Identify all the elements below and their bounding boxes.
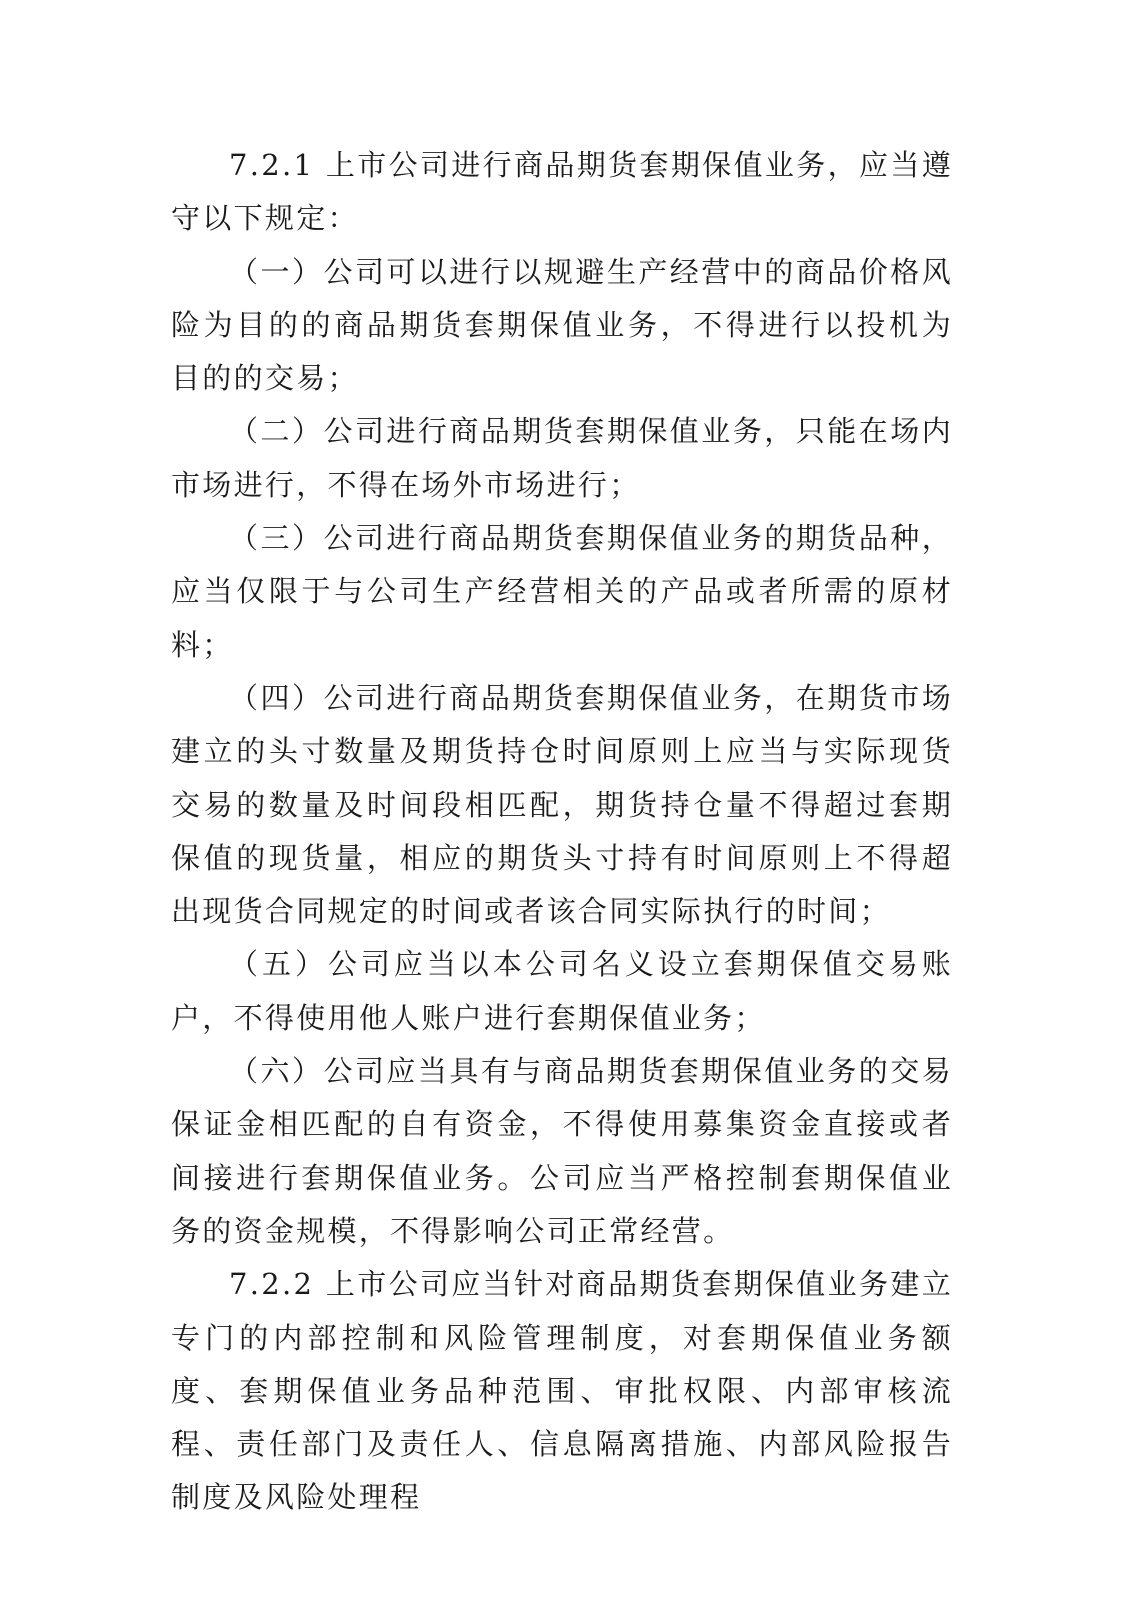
paragraph-7-2-1: 7.2.1 上市公司进行商品期货套期保值业务，应当遵守以下规定： [171,148,953,236]
paragraph-item-3: （三）公司进行商品期货套期保值业务的期货品种，应当仅限于与公司生产经营相关的产品或者所需的原材料； [171,521,953,662]
paragraph-7-2-2: 7.2.2 上市公司应当针对商品期货套期保值业务建立专门的内部控制和风险管理制度，对套期保值业务额度、套期保值业务品种范围、审批权限、内部审核流程、责任部门及责任人、信息隔离措施、内部风险报告制度及风险处理程 [171,1267,953,1515]
document-body [171,139,953,1525]
paragraph-item-4: （四）公司进行商品期货套期保值业务，在期货市场建立的头寸数量及期货持仓时间原则上应当与实际现货交易的数量及时间段相匹配，期货持仓量不得超过套期保值的现货量，相应的期货头寸持有时间原则上不得超出现货合同规定的时间或者该合同实际执行的时间； [171,680,953,929]
paragraph-item-5: （五）公司应当以本公司名义设立套期保值交易账户，不得使用他人账户进行套期保值业务； [171,947,953,1035]
paragraph-item-1: （一）公司可以进行以规避生产经营中的商品价格风险为目的的商品期货套期保值业务，不得进行以投机为目的的交易； [171,254,953,396]
paragraph-item-6: （六）公司应当具有与商品期货套期保值业务的交易保证金相匹配的自有资金，不得使用募集资金直接或者间接进行套期保值业务。公司应当严格控制套期保值业务的资金规模，不得影响公司正常经营。 [171,1054,953,1248]
paragraph-item-2: （二）公司进行商品期货套期保值业务，只能在场内市场进行，不得在场外市场进行； [171,414,953,502]
